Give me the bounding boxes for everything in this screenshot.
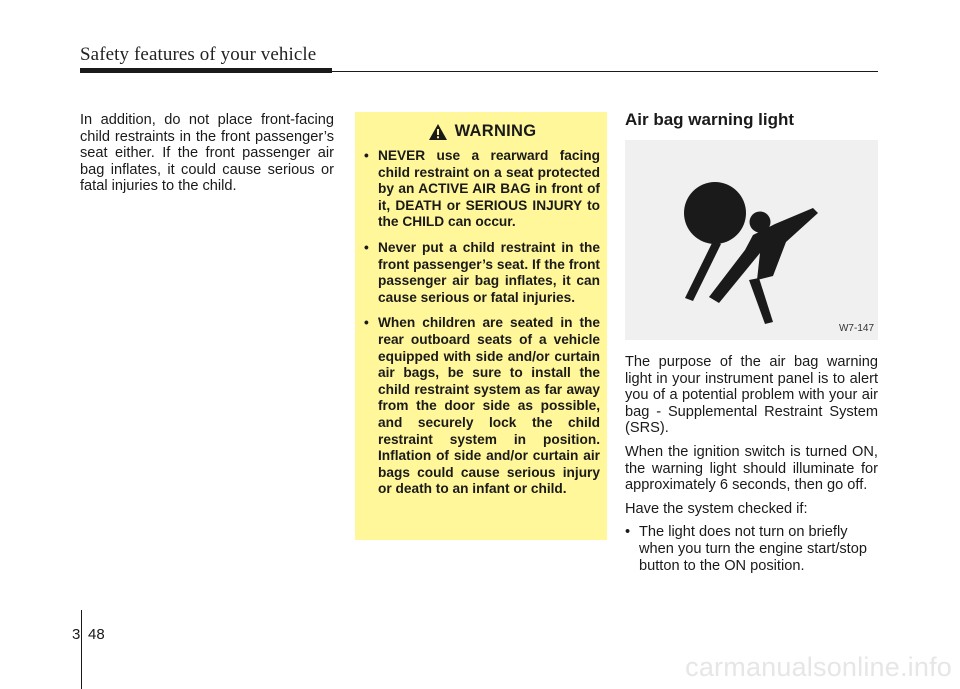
bullet: • xyxy=(364,148,369,163)
intro-paragraph: In addition, do not place front-facing child restraints in the front passenger’s seat either. If the front passenger air bag inflates, it could cause serious or fatal injuries to the child. xyxy=(80,112,334,195)
warning-item-text: NEVER use a rearward facing child restraint on a seat protected by an ACTIVE AIR BAG in front of it, DEATH or SERIOUS INJURY to the CHILD can occur. xyxy=(378,148,600,230)
warning-box xyxy=(355,112,607,540)
warning-item xyxy=(364,315,600,498)
bullet: • xyxy=(364,239,369,255)
chapter-number: 3 xyxy=(72,626,81,643)
warning-item xyxy=(364,148,600,231)
check-item xyxy=(625,524,878,574)
watermark: carmanualsonline.info xyxy=(685,652,952,682)
figure-label: W7-147 xyxy=(838,323,874,334)
check-item-text: The light does not turn on briefly when you turn the engine start/stop button to the ON position. xyxy=(639,524,867,574)
bullet: • xyxy=(364,315,369,331)
warning-item xyxy=(364,240,600,306)
section-title: Air bag warning light xyxy=(625,110,795,129)
warning-item-text: When children are seated in the rear outboard seats of a vehicle equipped with side and/or curtain air bags, be sure to install the child restraint system as far away from the door side as possible, and securely lock the child restraint system in position. Inflation of side and/or curtain air bags could cause serious injury or death to an infant or child. xyxy=(378,315,600,497)
bullet: • xyxy=(625,524,631,541)
header-rule xyxy=(80,71,878,72)
paragraph: When the ignition switch is turned ON, the warning light should illuminate for approximately 6 seconds, then go off. xyxy=(625,443,878,494)
page-header-title: Safety features of your vehicle xyxy=(80,44,317,65)
warning-title: WARNING xyxy=(454,122,537,140)
warning-triangle-icon xyxy=(428,123,448,141)
paragraph: The purpose of the air bag warning light in your instrument panel is to alert you of a potential problem with your air bag - Supplemental Restraint System (SRS). xyxy=(625,354,878,437)
page-number: 48 xyxy=(88,626,105,643)
warning-list xyxy=(364,148,600,498)
paragraph: Have the system checked if: xyxy=(625,500,808,517)
airbag-warning-icon xyxy=(625,140,878,340)
airbag-section xyxy=(625,110,878,574)
warning-item-text: Never put a child restraint in the front passenger’s seat. If the front passenger air bag inflates, it can cause serious or fatal injuries. xyxy=(378,239,600,305)
footer-rule xyxy=(81,610,82,689)
warning-header xyxy=(364,122,600,141)
airbag-figure xyxy=(625,140,878,340)
